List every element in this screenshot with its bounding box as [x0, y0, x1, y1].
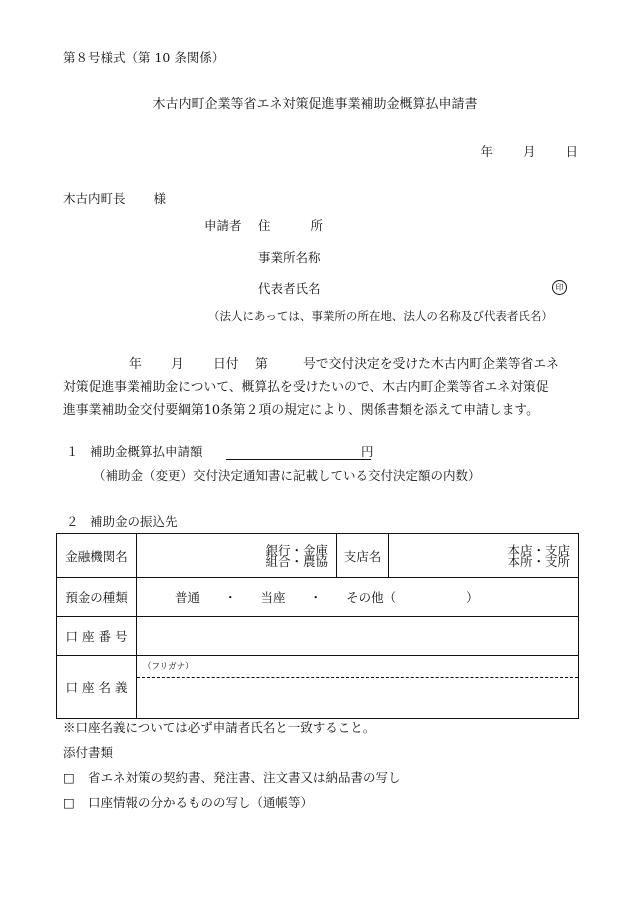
body-line-1: 年 月 日付 第 号で交付決定を受けた木古内町企業等省エネ: [129, 357, 559, 372]
form-number: 第８号様式（第 10 条関係）: [63, 50, 225, 65]
representative-label: 代表者氏名: [258, 281, 321, 296]
attachment-item: □ 口座情報の分かるものの写し（通帳等）: [63, 795, 314, 810]
application-body: [63, 353, 583, 422]
account-number-field[interactable]: [137, 617, 579, 656]
section-2-heading: ２ 補助金の振込先: [66, 514, 178, 529]
checkbox[interactable]: □: [63, 770, 75, 785]
institution-label: 金融機関名: [57, 534, 137, 578]
attachments-label: 添付書類: [63, 745, 114, 760]
addressee-name: 木古内町長: [63, 191, 126, 206]
account-name-warning: ※口座名義については必ず申請者氏名と一致すること。: [63, 720, 376, 735]
date-day: 日: [565, 144, 578, 159]
amount-unit: 円: [361, 444, 374, 459]
address-label: [258, 220, 323, 233]
deposit-type-label: 預金の種類: [57, 578, 137, 617]
addressee-honorific: 様: [153, 191, 167, 206]
document-title: 木古内町企業等省エネ対策促進事業補助金概算払申請書: [152, 97, 478, 112]
business-name-label: 事業所名称: [258, 250, 321, 265]
seal-mark: 印: [552, 280, 567, 295]
section-1-heading: １ 補助金概算払申請額: [66, 444, 203, 459]
body-line-3: 進事業補助金交付要綱第10条第２項の規定により、関係書類を添えて申請します。: [63, 403, 539, 418]
date-line: [450, 146, 578, 159]
table-row: [57, 534, 579, 578]
deposit-type-options[interactable]: 普通 ・ 当座 ・ その他（ ）: [137, 578, 579, 617]
section-1-note: （補助金（変更）交付決定通知書に記載している交付決定額の内数）: [93, 468, 481, 483]
institution-field[interactable]: 銀行・金庫 組合・農協: [137, 534, 337, 578]
address-label-1: 住: [258, 218, 271, 233]
branch-label: 支店名: [337, 534, 389, 578]
table-row: [57, 578, 579, 617]
checkbox[interactable]: □: [63, 795, 75, 810]
bank-account-table: [56, 533, 579, 719]
table-row: [57, 656, 579, 719]
address-label-2: 所: [310, 218, 324, 233]
furigana-label: （フリガナ）: [137, 656, 578, 678]
account-number-label: 口 座 番 号: [57, 617, 137, 656]
addressee: [63, 193, 166, 206]
applicant-note: （法人にあっては、事業所の所在地、法人の名称及び代表者氏名）: [208, 309, 553, 323]
account-name-label: 口 座 名 義: [57, 656, 137, 719]
branch-field[interactable]: 本店・支店 本所・支所: [389, 534, 579, 578]
table-row: [57, 617, 579, 656]
account-name-field[interactable]: [137, 656, 579, 719]
applicant-label: 申請者: [204, 218, 242, 233]
attachment-item: □ 省エネ対策の契約書、発注書、注文書又は納品書の写し: [63, 770, 401, 785]
amount-input-line[interactable]: [226, 446, 371, 460]
body-line-2: 対策促進事業補助金について、概算払を受けたいので、木古内町企業等省エネ対策促: [63, 380, 549, 395]
date-year: 年: [480, 144, 493, 159]
date-month: 月: [522, 144, 536, 159]
